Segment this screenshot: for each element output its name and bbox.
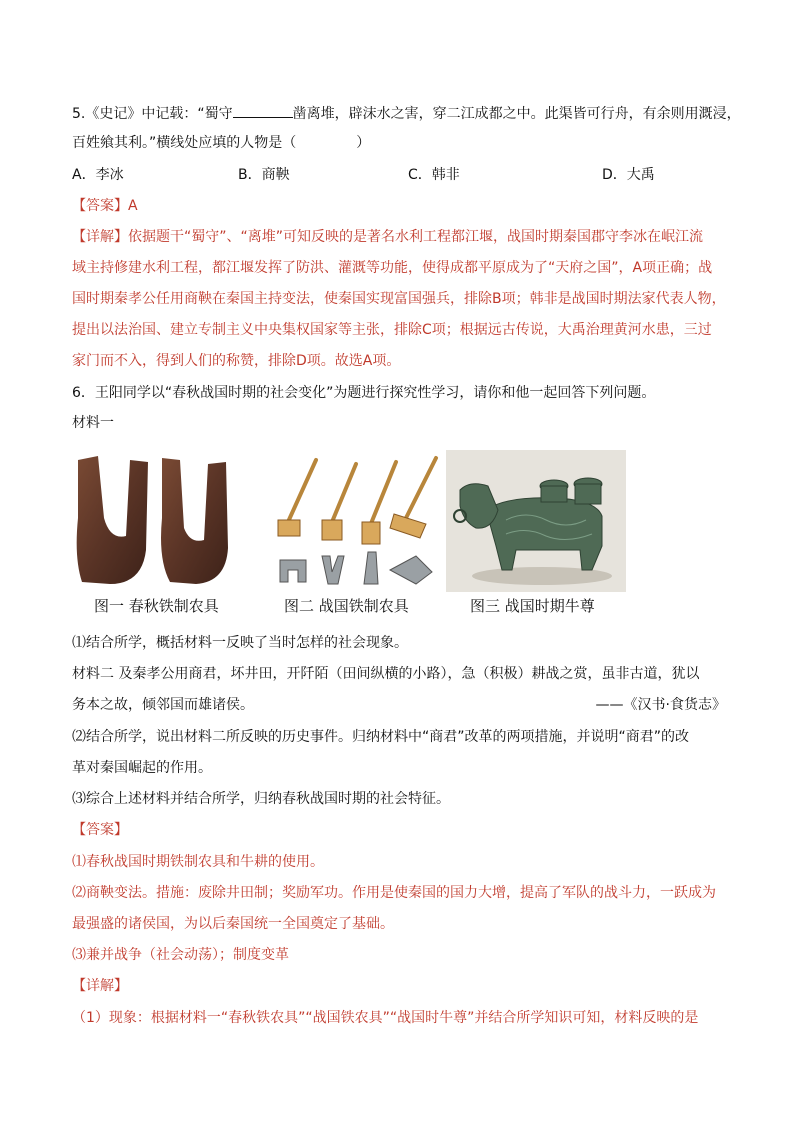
- fig3-ox-zun-image: [446, 450, 626, 592]
- q5-detail-line2: 域主持修建水利工程，都江堰发挥了防洪、灌溉等功能，使得成都平原成为了“天府之国”，A项正确；战: [72, 260, 713, 276]
- q6-material2-source: ——《汉书·食货志》: [595, 697, 726, 713]
- q6-answer-line3: 最强盛的诸侯国，为以后秦国统一全国奠定了基础。: [72, 916, 394, 932]
- q6-sub1: ⑴结合所学，概括材料一反映了当时怎样的社会现象。: [72, 635, 408, 651]
- q5-option-c: C．韩非: [408, 167, 460, 183]
- fig3-caption: 图三 战国时期牛尊: [470, 597, 595, 615]
- q5-blank: [233, 103, 293, 118]
- q6-answer-line2: ⑵商鞅变法。措施：废除井田制；奖励军功。作用是使秦国的国力大增，提高了军队的战斗力，一跃成为: [72, 885, 716, 901]
- q5-option-b: B．商鞅: [238, 167, 290, 183]
- q6-answer-line4: ⑶兼并战争（社会动荡）；制度变革: [72, 947, 289, 963]
- fig2-iron-tools-illustration: [266, 452, 446, 592]
- q6-detail-tag: 【详解】: [72, 978, 128, 994]
- q5-stem-part-c: 百姓飨其利。”横线处应填的人物是（: [72, 135, 297, 151]
- q6-detail-line1: （1）现象：根据材料一“春秋铁农具”“战国铁农具”“战国时牛尊”并结合所学知识可知，材料反映的是: [72, 1010, 699, 1026]
- q6-stem: 6．王阳同学以“春秋战国时期的社会变化”为题进行探究性学习，请你和他一起回答下列问题。: [72, 385, 656, 401]
- q6-material1-label: 材料一: [72, 415, 114, 431]
- fig1-caption: 图一 春秋铁制农具: [94, 597, 219, 615]
- q5-answer: [72, 196, 138, 216]
- q6-answer-line1: ⑴春秋战国时期铁制农具和牛耕的使用。: [72, 854, 324, 870]
- q6-sub2-line1: ⑵结合所学，说出材料二所反映的历史事件。归纳材料中“商君”改革的两项措施，并说明“商君”的改: [72, 729, 690, 745]
- q5-stem-line1: [72, 103, 741, 124]
- q5-stem-part-b: 凿离堆，辟沫水之害，穿二江成都之中。此渠皆可行舟，有余则用溉浸，: [292, 106, 741, 122]
- q5-detail-line5: 家门而不入，得到人们的称赞，排除D项。故选A项。: [72, 353, 401, 369]
- q5-detail-tag: 【详解】: [72, 229, 128, 245]
- q5-stem-part-a: 5.《史记》中记载：“蜀守: [72, 106, 233, 122]
- q5-answer-tag: 【答案】: [72, 198, 128, 214]
- q5-stem-part-c-end: ）: [356, 135, 371, 151]
- q5-stem-line2: [72, 133, 370, 153]
- q5-options: [72, 165, 732, 185]
- q5-detail-line3: 国时期秦孝公任用商鞅在秦国主持变法，使秦国实现富国强兵，排除B项；韩非是战国时期法家代表人物，: [72, 291, 726, 307]
- fig1-iron-tools-image: [70, 448, 240, 590]
- q6-material2-line1: 材料二 及秦孝公用商君，坏井田，开阡陌（田间纵横的小路），急（积极）耕战之赏，虽非古道，犹以: [72, 666, 700, 682]
- q5-detail-line4: 提出以法治国、建立专制主义中央集权国家等主张，排除C项；根据远古传说，大禹治理黄河水患，三过: [72, 322, 712, 338]
- q5-option-d: D．大禹: [602, 167, 655, 183]
- q5-option-a: A．李冰: [72, 167, 124, 183]
- fig2-caption: 图二 战国铁制农具: [284, 597, 409, 615]
- q6-material2-line2: 务本之故，倾邻国而雄诸侯。: [72, 697, 254, 713]
- q5-detail-line1: 【详解】依据题干“蜀守”、“离堆”可知反映的是著名水利工程都江堰，战国时期秦国郡守李冰在岷江流: [72, 229, 704, 245]
- q6-answer-tag: 【答案】: [72, 822, 128, 838]
- q6-sub2-line2: 革对秦国崛起的作用。: [72, 760, 212, 776]
- q6-sub3: ⑶综合上述材料并结合所学，归纳春秋战国时期的社会特征。: [72, 791, 450, 807]
- q5-answer-value: A: [128, 198, 138, 214]
